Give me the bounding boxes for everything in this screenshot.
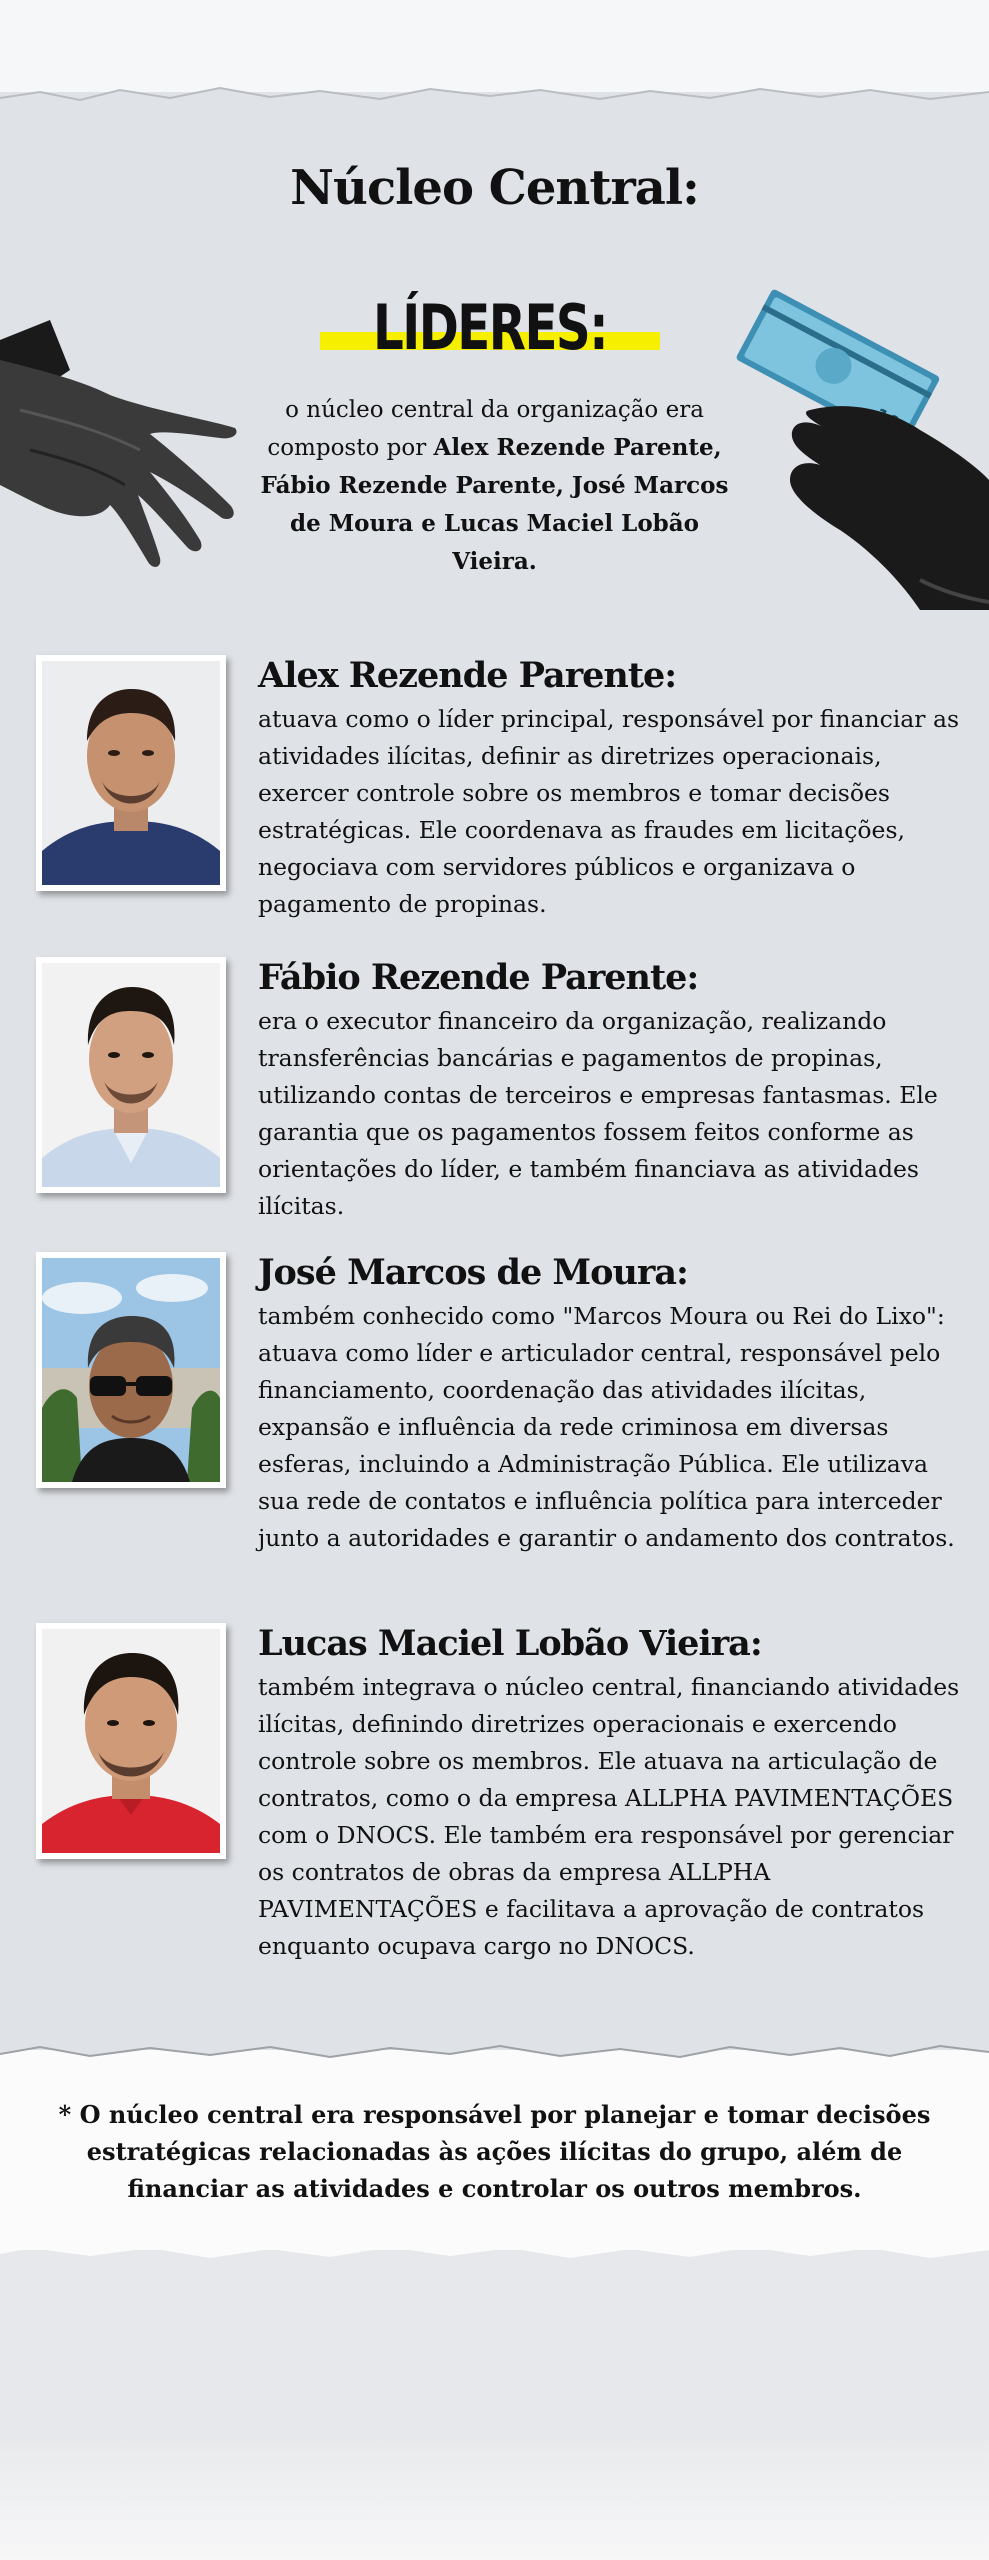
- member-description: era o executor financeiro da organização, realizando transferências bancárias e pagamentos de propinas, utilizando contas de terceiros e empresas fantasmas. Ele garantia que os pagamentos fossem feitos conforme as orientações do líder, e também financiava as atividades ilícitas.: [258, 1007, 938, 1220]
- open-hand-illustration: [0, 300, 250, 600]
- member-name: José Marcos de Moura:: [258, 1252, 688, 1293]
- member-name: Fábio Rezende Parente:: [258, 957, 699, 998]
- leaders-heading: [320, 288, 660, 368]
- member-name: Lucas Maciel Lobão Vieira:: [258, 1623, 762, 1664]
- torn-edge-middle: [0, 2032, 989, 2072]
- member-photo: [36, 1623, 226, 1859]
- footnote: * O núcleo central era responsável por planejar e tomar decisões estratégicas relacionadas às ações ilícitas do grupo, além de financiar as atividades e controlar os outros membros.: [58, 2100, 931, 2203]
- member-name: Alex Rezende Parente:: [258, 655, 677, 696]
- member-description: também integrava o núcleo central, financiando atividades ilícitas, definindo diretrizes operacionais e exercendo controle sobre os membros. Ele atuava na articulação de contratos, como o da empresa ALLPHA PAVIMENTAÇÕES com o DNOCS. Ele também era responsável por gerenciar os contratos de obras da empresa ALLPHA PAVIMENTAÇÕES e facilitava a aprovação de contratos enquanto ocupava cargo no DNOCS.: [258, 1673, 960, 1960]
- intro-bold-names: Alex Rezende Parente, Fábio Rezende Parente, José Marcos de Moura e Lucas Maciel Lobão Vieira.: [260, 434, 729, 575]
- leaders-title: LÍDERES:: [373, 291, 607, 364]
- member-photo: [36, 1252, 226, 1488]
- member-description: também conhecido como "Marcos Moura ou Rei do Lixo": atuava como líder e articulador central, responsável pelo financiamento, coordenação das atividades ilícitas, expansão e influência da rede criminosa em diversas esferas, incluindo a Administração Pública. Ele utilizava sua rede de contatos e influência política para interceder junto a autoridades e garantir o andamento dos contratos.: [258, 1302, 955, 1552]
- member-photo: [36, 957, 226, 1193]
- intro-text: [250, 392, 739, 581]
- hand-with-money-illustration: [720, 280, 989, 610]
- bottom-fade: [0, 2440, 989, 2560]
- bottom-paper-panel: [0, 2250, 989, 2450]
- torn-edge-top: [0, 72, 989, 112]
- section-title: Núcleo Central:: [290, 160, 699, 216]
- member-photo: [36, 655, 226, 891]
- intro-plain-text: o núcleo central da organização era composto por: [267, 397, 704, 461]
- torn-edge-bottom: [0, 2236, 989, 2276]
- member-description: atuava como o líder principal, responsável por financiar as atividades ilícitas, definir as diretrizes operacionais, exercer controle sobre os membros e tomar decisões estratégicas. Ele coordenava as fraudes em licitações, negociava com servidores públicos e organizava o pagamento de propinas.: [258, 705, 960, 918]
